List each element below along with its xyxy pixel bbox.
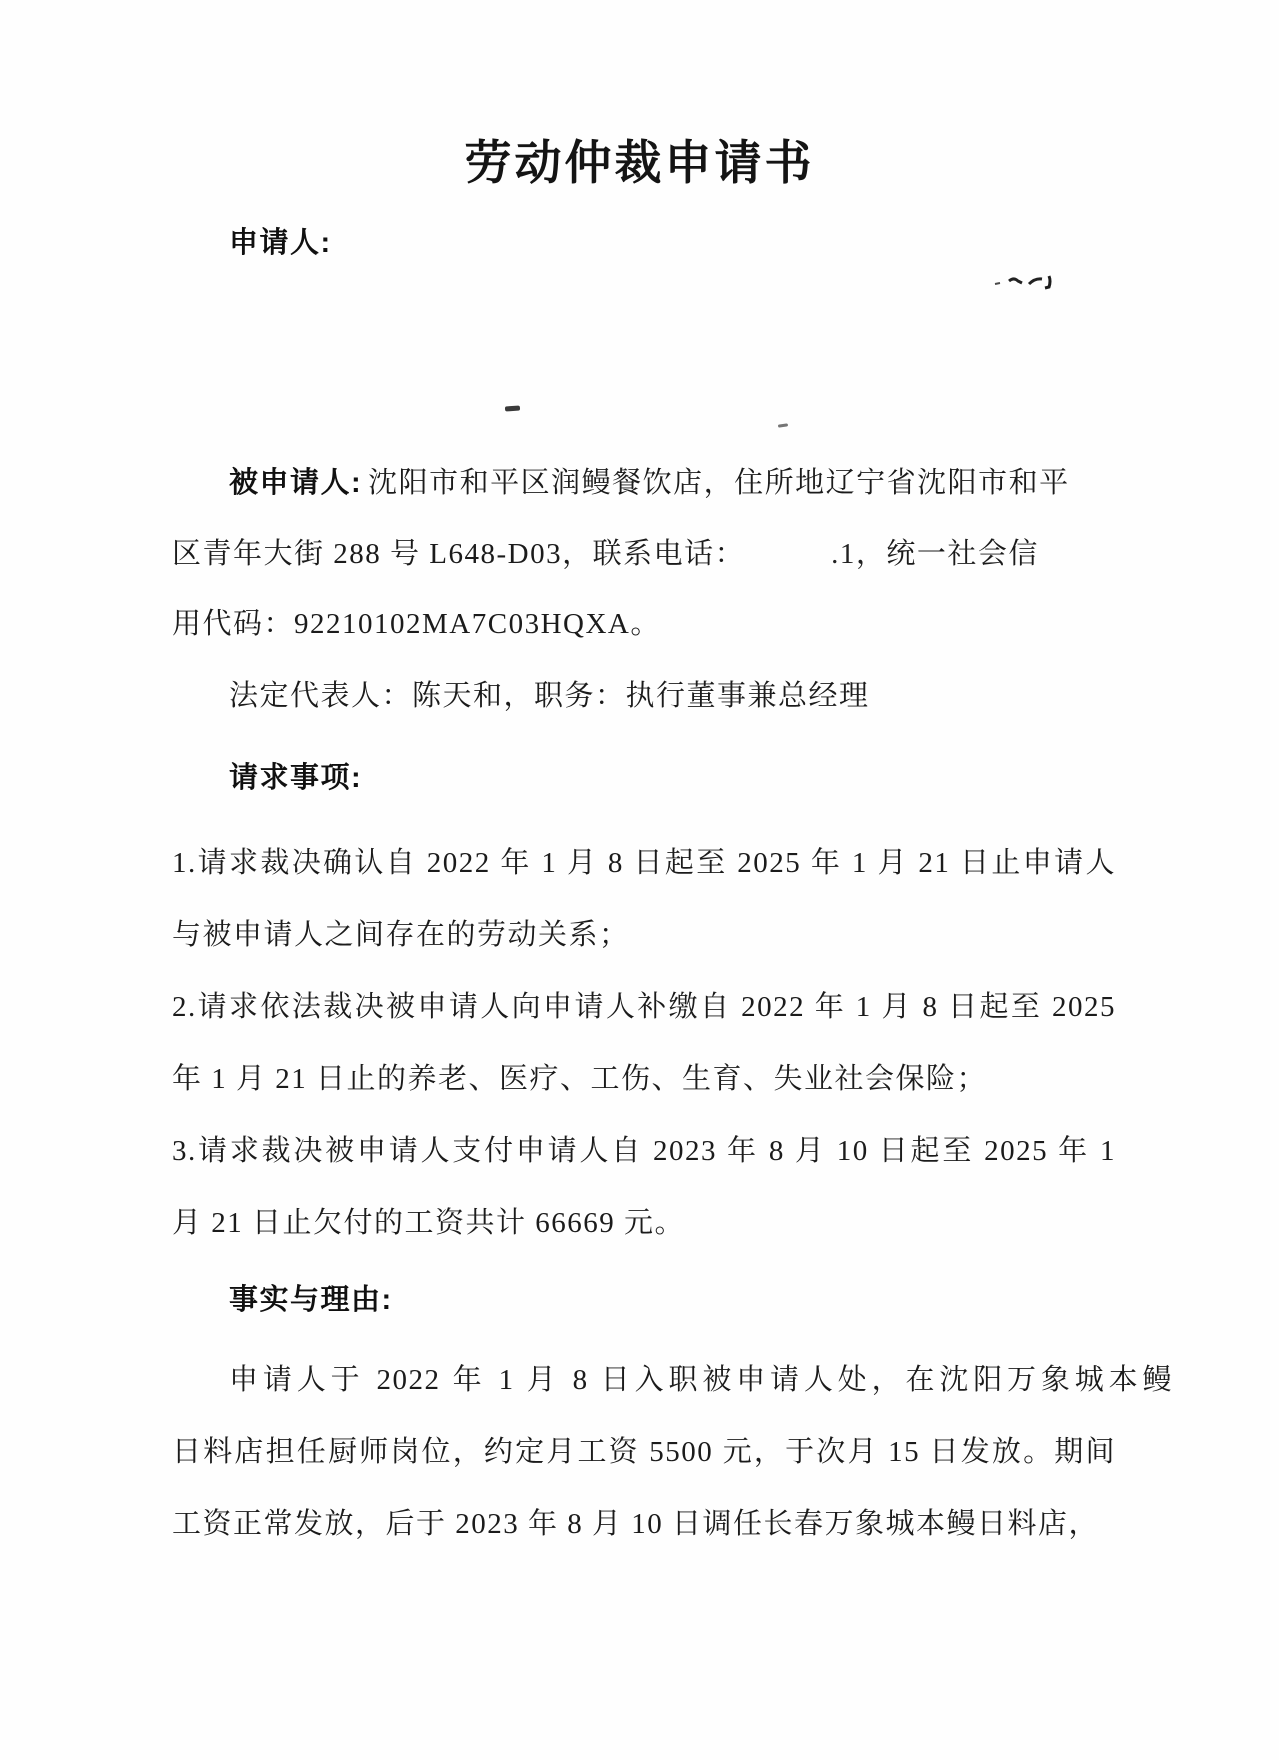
claim-1-line-1: 1.请求裁决确认自 2022 年 1 月 8 日起至 2025 年 1 月 21 日止申请人 — [172, 847, 1116, 879]
document-title: 劳动仲裁申请书 — [464, 138, 815, 190]
respondent-line-3: 用代码：92210102MA7C03HQXA。 — [172, 608, 661, 640]
respondent-line-1-text: 沈阳市和平区润鳗餐饮店，住所地辽宁省沈阳市和平 — [368, 467, 1070, 499]
claim-1-line-2: 与被申请人之间存在的劳动关系； — [172, 919, 630, 951]
claims-heading: 请求事项: — [229, 762, 363, 794]
claim-2-line-2: 年 1 月 21 日止的养老、医疗、工伤、生育、失业社会保险； — [172, 1063, 988, 1095]
respondent-line-2-suffix: 统一社会信 — [886, 538, 1039, 570]
facts-line-2: 日料店担任厨师岗位，约定月工资 5500 元，于次月 15 日发放。期间 — [172, 1436, 1116, 1468]
phone-remnant: .1， — [831, 538, 887, 570]
respondent-label: 被申请人: — [229, 467, 363, 499]
claim-3-line-2: 月 21 日止欠付的工资共计 66669 元。 — [172, 1207, 686, 1239]
facts-line-1: 申请人于 2022 年 1 月 8 日入职被申请人处，在沈阳万象城本鳗 — [229, 1364, 1173, 1396]
respondent-address-phone: 区青年大街 288 号 L648-D03，联系电话： — [172, 538, 746, 570]
legal-representative-line: 法定代表人：陈天和，职务：执行董事兼总经理 — [229, 680, 870, 712]
scan-artifact-dash — [505, 405, 520, 411]
applicant-label: 申请人: — [229, 227, 332, 259]
respondent-line-1 — [172, 460, 1173, 501]
claim-2-line-1: 2.请求依法裁决被申请人向申请人补缴自 2022 年 1 月 8 日起至 2025 — [172, 991, 1116, 1023]
respondent-line-2 — [172, 531, 1116, 572]
applicant-line — [172, 220, 1173, 261]
facts-line-3: 工资正常发放，后于 2023 年 8 月 10 日调任长春万象城本鳗日料店， — [172, 1508, 1100, 1540]
claim-3-line-1: 3.请求裁决被申请人支付申请人自 2023 年 8 月 10 日起至 2025 年 1 — [172, 1135, 1116, 1167]
facts-heading: 事实与理由: — [229, 1284, 393, 1316]
scan-artifact-applicant-remnant — [993, 268, 1065, 292]
scan-artifact-dash — [778, 423, 788, 427]
